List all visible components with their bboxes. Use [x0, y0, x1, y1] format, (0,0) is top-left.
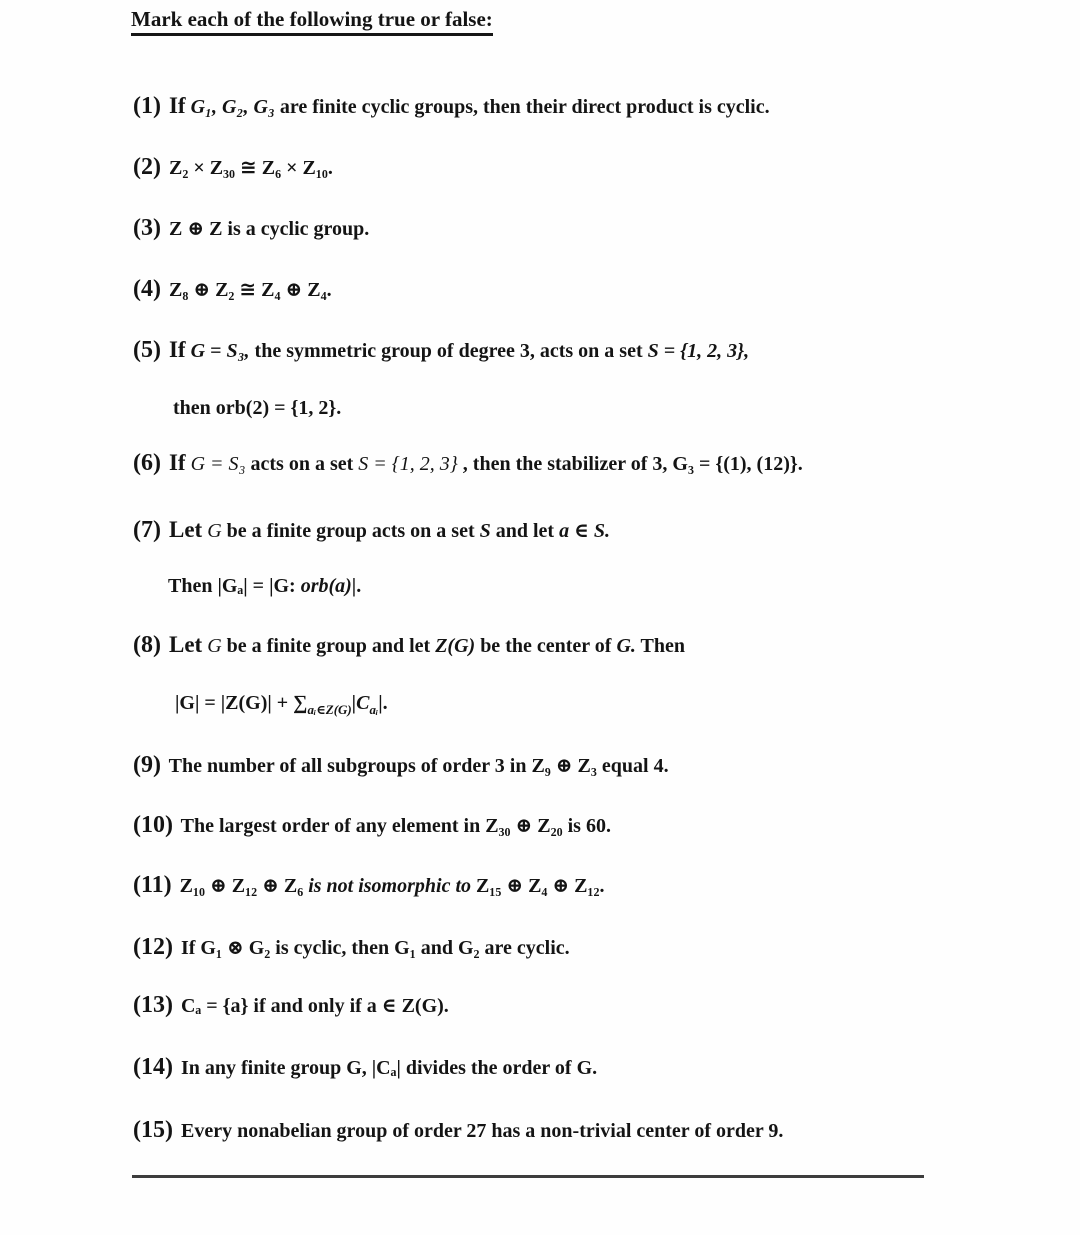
question-7-formula-pre: Then |Gₐ| = |G:	[168, 575, 296, 597]
question-1-text: are finite cyclic groups, then their direct product is cyclic.	[279, 96, 770, 118]
question-7-text: be a finite group acts on a set	[226, 520, 475, 542]
question-12	[133, 934, 570, 961]
question-8	[133, 632, 685, 659]
question-2-number: (2)	[133, 154, 161, 180]
question-7-formula-orb: orb(a)	[300, 575, 352, 597]
question-15-number: (15)	[133, 1117, 173, 1143]
conjugacy-class-subscript: aᵢ	[369, 702, 379, 717]
question-13-text: Cₐ = {a} if and only if a ∈ Z(G).	[180, 995, 449, 1017]
question-6	[133, 450, 803, 477]
question-8-text: be a finite group and let	[226, 635, 431, 657]
question-13-number: (13)	[133, 992, 173, 1018]
question-6-text: acts on a set	[250, 453, 354, 475]
question-8-center: Z(G)	[435, 635, 476, 657]
question-9-number: (9)	[133, 752, 161, 778]
question-14-number: (14)	[133, 1054, 173, 1080]
question-15-text: Every nonabelian group of order 27 has a non-trivial center of order 9.	[180, 1120, 784, 1142]
question-10-text: The largest order of any element in Z₃₀ ⊕ Z₂₀ is 60.	[180, 815, 611, 837]
question-15	[133, 1117, 783, 1144]
question-6-number: (6)	[133, 450, 161, 476]
sum-subscript: aᵢ∈Z(G)	[307, 702, 352, 717]
question-1-lead: If	[168, 93, 186, 118]
question-11	[133, 872, 605, 899]
question-4	[133, 276, 332, 303]
class-equation-lhs: |G| = |Z(G)| + ∑	[175, 692, 308, 714]
question-11-math-right: Z₁₅ ⊕ Z₄ ⊕ Z₁₂.	[476, 875, 605, 897]
question-6-conclusion: , then the stabilizer of 3, G₃ = {(1), (12)}.	[462, 453, 803, 475]
question-8-formula	[175, 690, 388, 723]
bottom-divider	[132, 1175, 924, 1178]
question-8-text2: be the center of	[480, 635, 612, 657]
question-5-math: G = S₃,	[190, 340, 250, 362]
question-11-italic-phrase: is not isomorphic to	[308, 875, 471, 897]
question-8-group-symbol: G	[207, 635, 222, 657]
question-8-number: (8)	[133, 632, 161, 658]
question-8-lead: Let	[168, 632, 203, 657]
question-3-number: (3)	[133, 215, 161, 241]
question-5	[133, 337, 749, 364]
question-7	[133, 517, 610, 544]
question-2	[133, 154, 333, 181]
question-14-text: In any finite group G, |Cₐ| divides the order of G.	[180, 1057, 598, 1079]
question-1-number: (1)	[133, 93, 161, 119]
question-5-conclusion: then orb(2) = {1, 2}.	[173, 397, 342, 419]
question-6-set: S = {1, 2, 3}	[358, 453, 458, 475]
question-2-math: Z₂ × Z₃₀ ≅ Z₆ × Z₁₀.	[168, 157, 333, 179]
question-5-number: (5)	[133, 337, 161, 363]
page-title: Mark each of the following true or false:	[131, 7, 493, 36]
question-12-number: (12)	[133, 934, 173, 960]
question-7-line2	[168, 573, 361, 599]
question-6-lead: If	[168, 450, 186, 475]
question-7-set-symbol: S	[479, 520, 491, 542]
question-4-math: Z₈ ⊕ Z₂ ≅ Z₄ ⊕ Z₄.	[168, 279, 332, 301]
question-11-math-left: Z₁₀ ⊕ Z₁₂ ⊕ Z₆	[179, 875, 304, 897]
question-14	[133, 1054, 597, 1081]
question-5-text: the symmetric group of degree 3, acts on a set	[254, 340, 643, 362]
question-4-number: (4)	[133, 276, 161, 302]
question-5-lead: If	[168, 337, 186, 362]
question-7-text2: and let	[495, 520, 555, 542]
question-7-element: a ∈ S.	[559, 520, 611, 542]
question-10-number: (10)	[133, 812, 173, 838]
question-12-text: If G₁ ⊗ G₂ is cyclic, then G₁ and G₂ are cyclic.	[180, 937, 570, 959]
question-8-then: Then	[640, 635, 685, 657]
question-5-line2	[173, 395, 341, 421]
question-7-lead: Let	[168, 517, 203, 542]
question-7-group-symbol: G	[207, 520, 222, 542]
question-5-set: S = {1, 2, 3},	[647, 340, 750, 362]
question-9-text: The number of all subgroups of order 3 in Z₉ ⊕ Z₃ equal 4.	[168, 755, 669, 777]
question-13	[133, 992, 449, 1019]
question-8-group-symbol2: G.	[616, 635, 636, 657]
question-7-number: (7)	[133, 517, 161, 543]
question-3-text: Z ⊕ Z is a cyclic group.	[168, 218, 370, 240]
class-equation-end: |.	[378, 692, 388, 714]
question-1-math: G₁, G₂, G₃	[190, 96, 275, 118]
question-9	[133, 752, 669, 779]
conjugacy-class-open: |C	[351, 692, 370, 714]
question-3	[133, 215, 369, 242]
question-1	[133, 93, 770, 120]
question-7-formula-post: |.	[351, 575, 362, 597]
question-10	[133, 812, 611, 839]
question-6-math: G = S₃	[190, 453, 246, 475]
question-11-number: (11)	[133, 872, 172, 898]
